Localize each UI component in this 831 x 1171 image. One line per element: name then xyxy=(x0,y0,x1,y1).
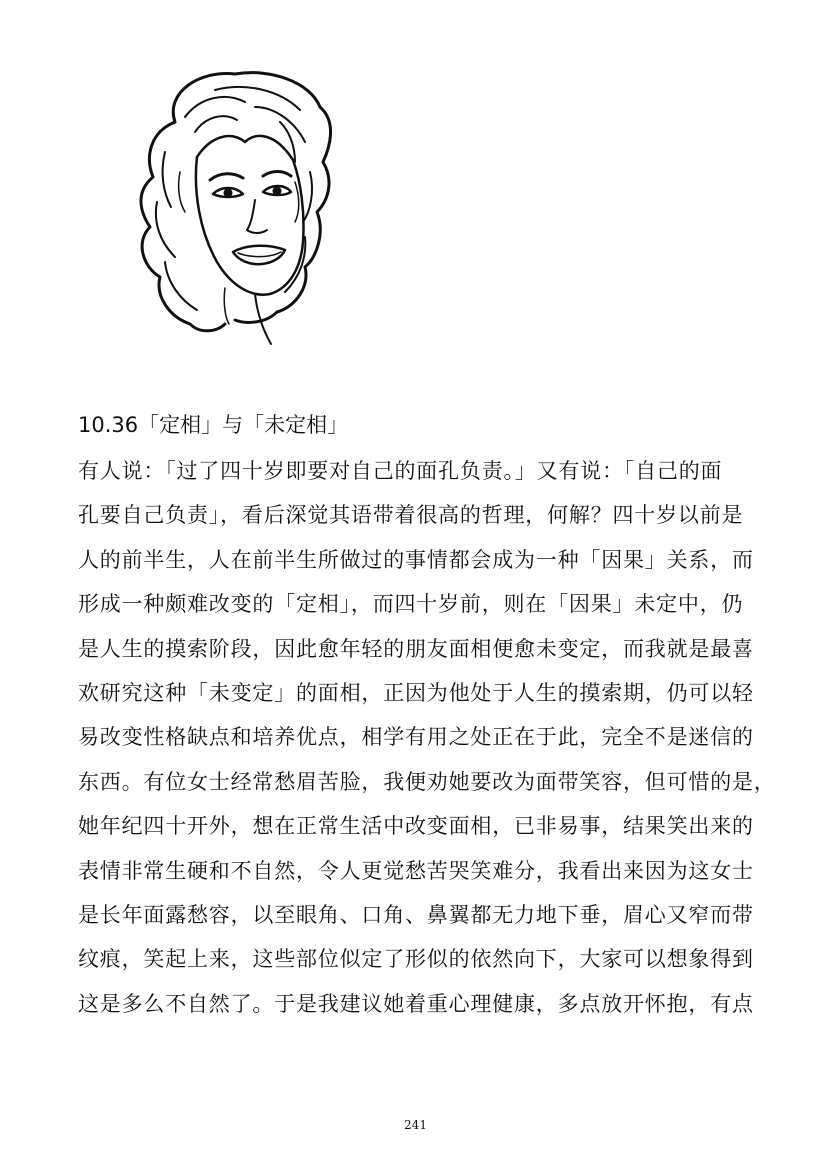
body-line: 东西。有位女士经常愁眉苦脸，我便劝她要改为面带笑容，但可惜的是， xyxy=(78,769,776,794)
body-line: 易改变性格缺点和培养优点，相学有用之处正在于此，完全不是迷信的 xyxy=(78,725,754,750)
body-line: 有人说：「过了四十岁即要对自己的面孔负责。」又有说：「自己的面 xyxy=(78,459,723,483)
woman-face-illustration xyxy=(105,62,345,352)
section-title: 10.36「定相」与「未定相」 xyxy=(78,413,349,437)
body-text xyxy=(78,456,778,1033)
body-line: 表情非常生硬和不自然，令人更觉愁苦哭笑难分，我看出来因为这女士 xyxy=(78,858,754,883)
body-line: 欢研究这种「未变定」的面相，正因为他处于人生的摸索期，仍可以轻 xyxy=(78,680,754,705)
body-line: 是人生的摸索阶段，因此愈年轻的朋友面相便愈未变定，而我就是最喜 xyxy=(78,636,754,661)
body-line: 这是多么不自然了。于是我建议她着重心理健康，多点放开怀抱，有点 xyxy=(78,991,754,1016)
body-line: 她年纪四十开外，想在正常生活中改变面相，已非易事，结果笑出来的 xyxy=(78,814,754,839)
body-line: 是长年面露愁容，以至眼角、口角、鼻翼都无力地下垂，眉心又窄而带 xyxy=(78,902,754,927)
body-line: 孔要自己负责」，看后深觉其语带着很高的哲理，何解？四十岁以前是 xyxy=(78,503,744,528)
body-line: 纹痕，笑起上来，这些部位似定了形似的依然向下，大家可以想象得到 xyxy=(78,947,754,972)
body-line: 人的前半生，人在前半生所做过的事情都会成为一种「因果」关系，而 xyxy=(78,547,754,572)
body-line: 形成一种颇难改变的「定相」，而四十岁前，则在「因果」未定中，仍 xyxy=(78,592,744,617)
page-number: 241 xyxy=(404,1118,427,1132)
